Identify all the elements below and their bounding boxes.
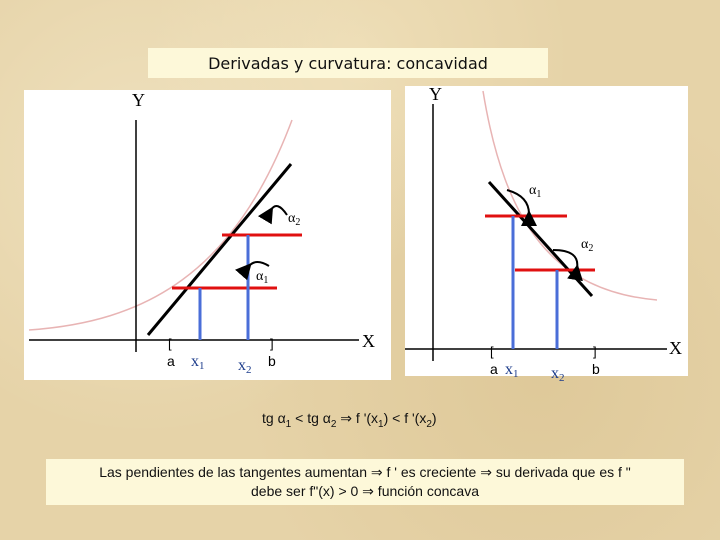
slide-title-text: Derivadas y curvatura: concavidad	[208, 53, 488, 73]
slope-inequality-formula	[262, 410, 437, 430]
conclusion-line-2: debe ser f"(x) > 0 ⇒ función concava	[251, 483, 479, 499]
angle-label-2: $\alpha_2$	[581, 237, 594, 254]
b-label: b	[268, 353, 276, 369]
left-diagram-panel	[24, 90, 391, 380]
bracket-open: [	[490, 344, 494, 359]
right-diagram-panel	[405, 84, 688, 384]
slide-title	[148, 48, 548, 78]
x1-label: x1	[505, 361, 519, 380]
formula-sub: 2	[426, 418, 432, 430]
angle-arc-2	[271, 206, 287, 215]
right-diagram-svg	[405, 84, 688, 384]
a-label: a	[167, 353, 175, 369]
formula-part: ⇒ f '(x	[336, 410, 379, 426]
bracket-close: ]	[593, 344, 597, 359]
x2-label: x2	[238, 357, 252, 376]
x-axis-label: X	[362, 331, 375, 351]
angle-label-1: $\alpha_1$	[529, 183, 542, 200]
x-axis-label: X	[669, 338, 682, 358]
x2-label: x2	[551, 365, 565, 384]
x1-label: x1	[191, 353, 205, 372]
formula-part: < tg α	[291, 410, 331, 426]
formula-sub: 1	[285, 418, 292, 430]
y-axis-label: Y	[429, 84, 442, 104]
b-label: b	[592, 361, 600, 377]
convex-curve	[29, 120, 292, 330]
formula-sub: 1	[378, 418, 384, 430]
formula-sub: 2	[330, 418, 337, 430]
formula-part: ) < f '(x	[383, 410, 427, 426]
bracket-open: [	[168, 336, 172, 351]
conclusion-line-1: Las pendientes de las tangentes aumentan ⇒ f ' es creciente ⇒ su derivada que es f "	[99, 464, 631, 480]
left-diagram-svg	[24, 90, 391, 380]
formula-part: tg α	[262, 410, 286, 426]
conclusion-box	[46, 459, 684, 505]
angle-arc-1	[249, 262, 269, 266]
bracket-close: ]	[270, 336, 274, 351]
tangent-line	[148, 164, 291, 335]
y-axis-label: Y	[132, 90, 145, 110]
angle-label-2: $\alpha_2$	[288, 211, 301, 228]
formula-part: )	[431, 410, 437, 426]
a-label: a	[490, 361, 498, 377]
angle-label-1: $\alpha_1$	[256, 269, 269, 286]
